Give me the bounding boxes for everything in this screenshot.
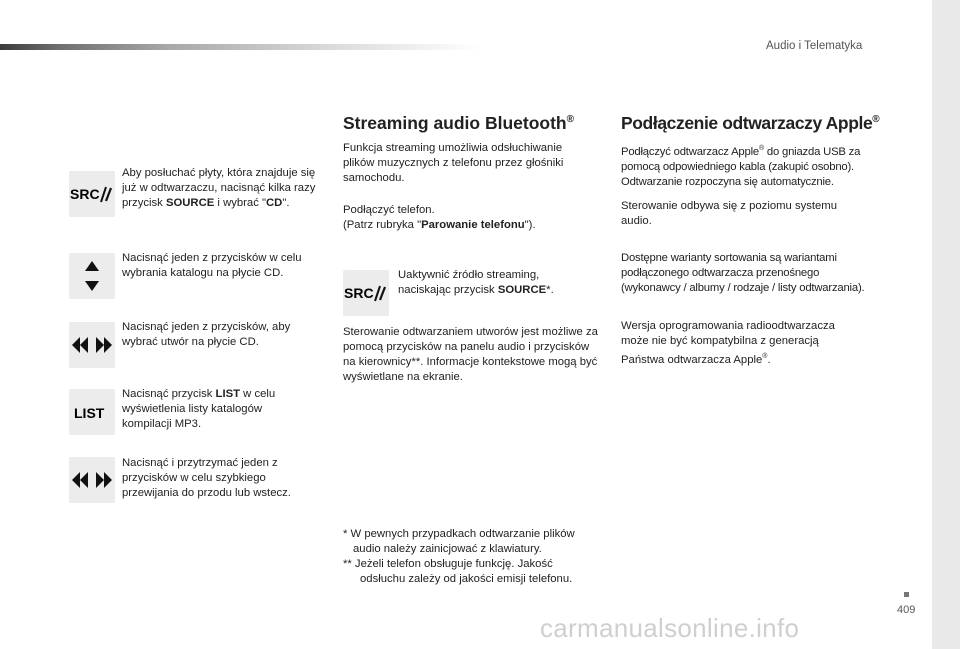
- apple-paragraph-1: Podłączyć odtwarzacz Apple® do gniazda USB za pomocą odpowiedniego kabla (zakupić osobno). Odtwarzanie rozpoczyna się automatycznie.: [621, 145, 861, 188]
- left-text-2: Nacisnąć jeden z przycisków w celu wybrania katalogu na płycie CD.: [122, 252, 302, 279]
- left-text-1: Aby posłuchać płyty, która znajduje się już w odtwarzaczu, nacisnąć kilka razy przycisk SOURCE i wybrać "CD".: [122, 167, 316, 209]
- left-text-4: Nacisnąć przycisk LIST w celu wyświetlenia listy katalogów kompilacji MP3.: [122, 388, 276, 430]
- list-button-icon: [69, 389, 115, 435]
- bluetooth-streaming-heading: Streaming audio Bluetooth®: [343, 113, 574, 133]
- watermark-text: carmanualsonline.info: [540, 613, 800, 643]
- left-text-5: Nacisnąć i przytrzymać jeden z przycisków w celu szybkiego przewijania do przodu lub wstecz.: [122, 457, 291, 499]
- footnote-2-line-2: odsłuchu zależy od jakości emisji telefonu.: [360, 573, 573, 585]
- page-number: 409: [897, 604, 916, 616]
- footnotes: [343, 527, 603, 587]
- apple-paragraph-4: Wersja oprogramowania radioodtwarzacza może nie być kompatybilna z generacją Państwa odtwarzacza Apple®.: [621, 320, 835, 366]
- bluetooth-paragraph-2: Podłączyć telefon. (Patrz rubryka "Parowanie telefonu").: [343, 204, 536, 231]
- prev-next-track-icon: [69, 322, 115, 368]
- bluetooth-paragraph-1: Funkcja streaming umożliwia odsłuchiwanie plików muzycznych z telefonu przez głośniki samochodu.: [343, 142, 564, 184]
- src-button-icon-2: [343, 270, 389, 316]
- src-button-icon: [69, 171, 115, 217]
- page-sidebar-strip: [932, 0, 960, 649]
- footnote-1-line-2: audio należy zainicjować z klawiatury.: [353, 543, 542, 555]
- section-title: Audio i Telematyka: [766, 40, 863, 52]
- up-down-arrows-icon: [69, 253, 115, 299]
- fast-forward-rewind-icon: [69, 457, 115, 503]
- left-text-3: Nacisnąć jeden z przycisków, aby wybrać utwór na płycie CD.: [122, 321, 291, 348]
- src-icon-label-2: SRC: [344, 285, 374, 301]
- footnote-2-line-1: ** Jeżeli telefon obsługuje funkcję. Jakość: [343, 558, 553, 570]
- src-icon-label: SRC: [70, 186, 100, 202]
- footnote-1-line-1: * W pewnych przypadkach odtwarzanie plików: [343, 528, 575, 540]
- apple-paragraph-2: Sterowanie odbywa się z poziomu systemu audio.: [621, 200, 837, 227]
- apple-paragraph-3: Dostępne warianty sortowania są wariantami podłączonego odtwarzacza przenośnego (wykonawcy / albumy / rodzaje / listy odtwarzania).: [621, 252, 865, 294]
- apple-connection-heading: Podłączenie odtwarzaczy Apple®: [621, 113, 880, 133]
- bluetooth-paragraph-4: Sterowanie odtwarzaniem utworów jest możliwe za pomocą przycisków na panelu audio i przycisków na kierownicy**. Informacje kontekstowe mogą być wyświetlane na ekranie.: [343, 326, 598, 383]
- header-gradient-bar: [0, 44, 480, 50]
- bluetooth-paragraph-3: Uaktywnić źródło streaming, naciskając przycisk SOURCE*.: [398, 269, 554, 296]
- page-marker-dot: [904, 592, 909, 597]
- list-icon-label: LIST: [74, 405, 105, 421]
